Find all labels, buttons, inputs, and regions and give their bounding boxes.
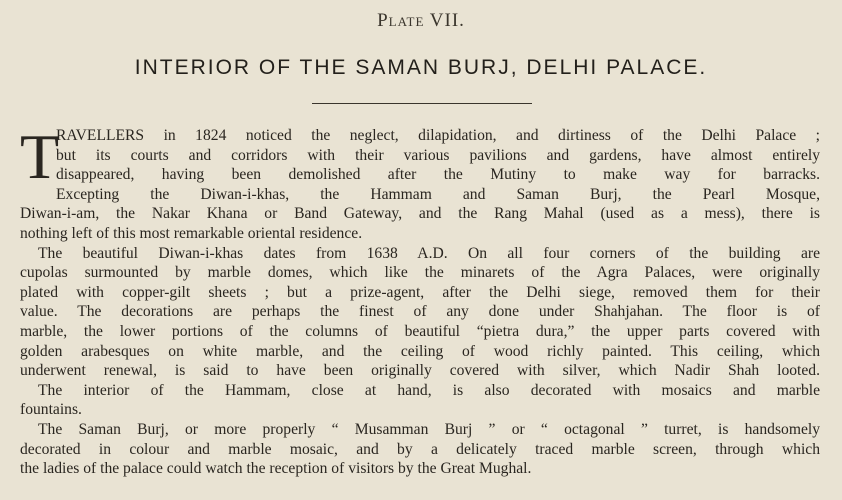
text-line: The beautiful Diwan-i-khas dates from 1638 A.D. On all four corners of the building are xyxy=(38,244,820,262)
text-line: marble, the lower portions of the columns of beautiful “pietra dura,” the upper parts covered with xyxy=(20,322,820,340)
text-line: disappeared, having been demolished after the Mutiny to make way for barracks. xyxy=(56,166,820,184)
text-line: decorated in colour and marble mosaic, and by a delicately traced marble screen, through which xyxy=(20,440,820,458)
text-line: plated with copper-gilt sheets ; but a prize-agent, after the Delhi siege, removed them for their xyxy=(20,283,820,301)
text-line: the ladies of the palace could watch the reception of visitors by the Great Mughal. xyxy=(20,460,532,478)
text-lines xyxy=(20,121,820,479)
body-text xyxy=(20,121,820,479)
plate-label: Plate VII. xyxy=(377,10,465,31)
text-line: nothing left of this most remarkable oriental residence. xyxy=(20,224,363,242)
text-line: golden arabesques on white marble, and the ceiling of wood richly painted. This ceiling, which xyxy=(20,342,820,360)
text-line: RAVELLERS in 1824 noticed the neglect, dilapidation, and dirtiness of the Delhi Palace ; xyxy=(56,127,820,144)
page-title: INTERIOR OF THE SAMAN BURJ, DELHI PALACE. xyxy=(134,56,708,79)
text-line: fountains. xyxy=(20,401,82,419)
text-line: Diwan-i-am, the Nakar Khana or Band Gateway, and the Rang Mahal (used as a mess), there is xyxy=(20,205,820,223)
text-line: value. The decorations are perhaps the finest of any done under Shahjahan. The floor is of xyxy=(20,303,820,321)
text-line: underwent renewal, is said to have been originally covered with silver, which Nadir Shah looted. xyxy=(20,362,820,380)
text-line: cupolas surmounted by marble domes, which like the minarets of the Agra Palaces, were originally xyxy=(20,264,820,282)
text-line: The Saman Burj, or more properly “ Musamman Burj ” or “ octagonal ” turret, is handsomely xyxy=(38,420,820,438)
drop-cap: T xyxy=(20,121,60,192)
title-divider xyxy=(312,103,532,104)
text-line: but its courts and corridors with their various pavilions and gardens, have almost entirely xyxy=(56,146,820,164)
text-line: The interior of the Hammam, close at hand, is also decorated with mosaics and marble xyxy=(38,381,820,399)
text-line: Excepting the Diwan-i-khas, the Hammam and Saman Burj, the Pearl Mosque, xyxy=(56,185,820,203)
